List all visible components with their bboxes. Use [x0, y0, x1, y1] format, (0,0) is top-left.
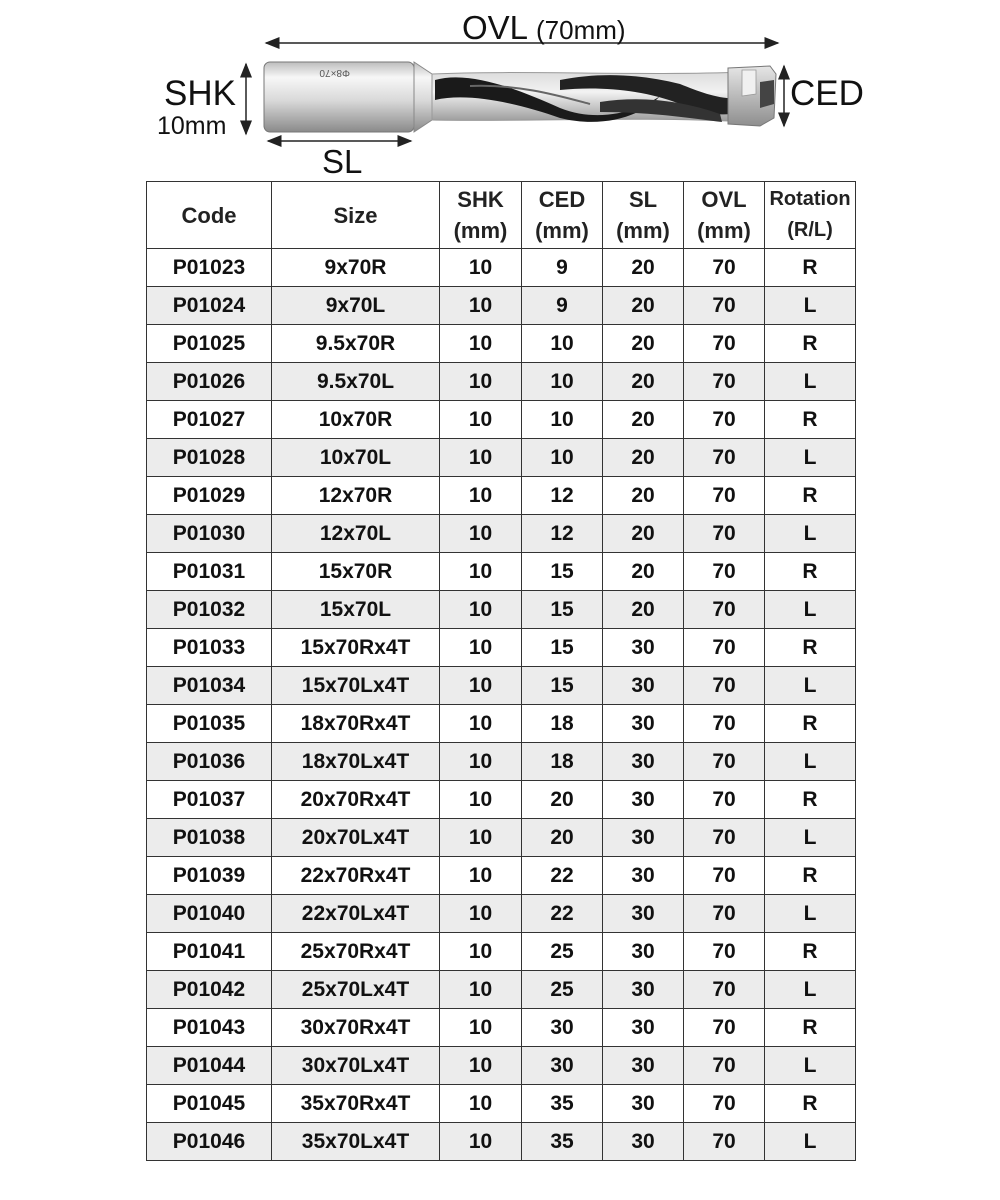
cell-ced: 20 [522, 819, 603, 857]
cell-ovl: 70 [684, 249, 765, 287]
drill-bit-diagram [0, 0, 1000, 180]
cell-sl: 30 [603, 705, 684, 743]
cell-sl: 30 [603, 857, 684, 895]
cell-shk: 10 [440, 629, 522, 667]
cell-rotation: L [765, 743, 856, 781]
header-ovl: OVL (mm) [684, 182, 765, 249]
cell-ced: 22 [522, 895, 603, 933]
cell-shk: 10 [440, 971, 522, 1009]
cell-rotation: L [765, 819, 856, 857]
cell-rotation: L [765, 667, 856, 705]
cell-ced: 30 [522, 1009, 603, 1047]
cell-code: P01036 [147, 743, 272, 781]
cell-sl: 20 [603, 439, 684, 477]
cell-code: P01040 [147, 895, 272, 933]
cell-shk: 10 [440, 857, 522, 895]
cell-code: P01033 [147, 629, 272, 667]
shk-label: SHK [164, 74, 236, 113]
cell-size: 10x70R [272, 401, 440, 439]
table-row [147, 591, 856, 629]
cell-size: 10x70L [272, 439, 440, 477]
table-row [147, 667, 856, 705]
table-header-row [147, 182, 856, 249]
cell-code: P01034 [147, 667, 272, 705]
cell-ovl: 70 [684, 1085, 765, 1123]
cell-size: 30x70Lx4T [272, 1047, 440, 1085]
ovl-value-text: (70mm) [535, 15, 626, 45]
cell-size: 18x70Rx4T [272, 705, 440, 743]
cell-ovl: 70 [684, 325, 765, 363]
cell-code: P01032 [147, 591, 272, 629]
cell-shk: 10 [440, 667, 522, 705]
ovl-label [462, 8, 626, 50]
cell-ced: 12 [522, 477, 603, 515]
cell-rotation: R [765, 781, 856, 819]
cell-shk: 10 [440, 401, 522, 439]
cell-code: P01031 [147, 553, 272, 591]
cell-code: P01029 [147, 477, 272, 515]
header-ced: CED (mm) [522, 182, 603, 249]
cell-size: 35x70Lx4T [272, 1123, 440, 1161]
shank-engraving: Φ8×70 [319, 67, 350, 78]
cell-rotation: L [765, 591, 856, 629]
table-row [147, 1009, 856, 1047]
cell-sl: 30 [603, 629, 684, 667]
cell-size: 12x70R [272, 477, 440, 515]
cell-shk: 10 [440, 553, 522, 591]
cell-size: 30x70Rx4T [272, 1009, 440, 1047]
cell-sl: 20 [603, 325, 684, 363]
table-row [147, 819, 856, 857]
cell-rotation: R [765, 705, 856, 743]
table-row [147, 857, 856, 895]
header-size: Size [272, 182, 440, 249]
cell-ced: 10 [522, 401, 603, 439]
shk-value: 10mm [157, 112, 227, 140]
cell-ovl: 70 [684, 287, 765, 325]
table-row [147, 895, 856, 933]
cell-ovl: 70 [684, 591, 765, 629]
cell-ced: 20 [522, 781, 603, 819]
table-row [147, 781, 856, 819]
table-row [147, 363, 856, 401]
cell-rotation: R [765, 477, 856, 515]
cell-size: 9.5x70R [272, 325, 440, 363]
cell-ced: 10 [522, 325, 603, 363]
cell-sl: 30 [603, 895, 684, 933]
cell-shk: 10 [440, 249, 522, 287]
cell-sl: 20 [603, 515, 684, 553]
cell-code: P01030 [147, 515, 272, 553]
cell-sl: 30 [603, 1085, 684, 1123]
cell-size: 25x70Rx4T [272, 933, 440, 971]
table-row [147, 553, 856, 591]
spec-table [146, 181, 856, 1161]
cell-sl: 20 [603, 591, 684, 629]
cell-ced: 35 [522, 1085, 603, 1123]
cell-size: 12x70L [272, 515, 440, 553]
cell-size: 22x70Lx4T [272, 895, 440, 933]
cell-ced: 12 [522, 515, 603, 553]
cell-size: 15x70L [272, 591, 440, 629]
header-rotation: Rotation (R/L) [765, 182, 856, 249]
cell-ced: 22 [522, 857, 603, 895]
cell-code: P01028 [147, 439, 272, 477]
table-row [147, 325, 856, 363]
cell-sl: 30 [603, 819, 684, 857]
cell-rotation: R [765, 857, 856, 895]
cell-shk: 10 [440, 1123, 522, 1161]
cell-shk: 10 [440, 287, 522, 325]
cell-sl: 20 [603, 249, 684, 287]
cell-rotation: L [765, 287, 856, 325]
cell-code: P01038 [147, 819, 272, 857]
header-shk: SHK (mm) [440, 182, 522, 249]
table-row [147, 1047, 856, 1085]
cell-code: P01045 [147, 1085, 272, 1123]
table-row [147, 971, 856, 1009]
cell-ced: 15 [522, 591, 603, 629]
table-row [147, 515, 856, 553]
cell-sl: 30 [603, 1123, 684, 1161]
cell-ovl: 70 [684, 439, 765, 477]
cell-rotation: L [765, 363, 856, 401]
cell-ovl: 70 [684, 363, 765, 401]
cell-rotation: R [765, 629, 856, 667]
table-row [147, 1085, 856, 1123]
cell-rotation: L [765, 895, 856, 933]
ced-label: CED [790, 74, 864, 113]
cell-ovl: 70 [684, 667, 765, 705]
table-row [147, 401, 856, 439]
table-row [147, 249, 856, 287]
header-code: Code [147, 182, 272, 249]
cell-sl: 30 [603, 1047, 684, 1085]
cell-code: P01025 [147, 325, 272, 363]
cell-size: 9x70L [272, 287, 440, 325]
cell-rotation: R [765, 1085, 856, 1123]
cell-ovl: 70 [684, 743, 765, 781]
cell-code: P01039 [147, 857, 272, 895]
cell-code: P01035 [147, 705, 272, 743]
cell-code: P01037 [147, 781, 272, 819]
cell-shk: 10 [440, 1009, 522, 1047]
table-row [147, 1123, 856, 1161]
cell-ced: 18 [522, 705, 603, 743]
cell-ced: 18 [522, 743, 603, 781]
cell-ced: 9 [522, 287, 603, 325]
sl-label: SL [322, 143, 363, 180]
cell-ovl: 70 [684, 705, 765, 743]
cell-rotation: L [765, 515, 856, 553]
cell-size: 15x70R [272, 553, 440, 591]
cell-ovl: 70 [684, 401, 765, 439]
cell-size: 9x70R [272, 249, 440, 287]
cell-sl: 20 [603, 401, 684, 439]
cell-size: 15x70Rx4T [272, 629, 440, 667]
drill-tip [728, 66, 776, 126]
cell-ovl: 70 [684, 781, 765, 819]
cell-shk: 10 [440, 895, 522, 933]
cell-ced: 10 [522, 439, 603, 477]
cell-size: 9.5x70L [272, 363, 440, 401]
cell-ced: 9 [522, 249, 603, 287]
cell-size: 22x70Rx4T [272, 857, 440, 895]
cell-ovl: 70 [684, 553, 765, 591]
cell-shk: 10 [440, 439, 522, 477]
cell-ovl: 70 [684, 515, 765, 553]
cell-code: P01026 [147, 363, 272, 401]
cell-rotation: R [765, 325, 856, 363]
cell-ovl: 70 [684, 1123, 765, 1161]
cell-size: 25x70Lx4T [272, 971, 440, 1009]
cell-shk: 10 [440, 819, 522, 857]
drill-shank [264, 62, 432, 132]
cell-ovl: 70 [684, 933, 765, 971]
cell-shk: 10 [440, 933, 522, 971]
cell-sl: 20 [603, 553, 684, 591]
cell-code: P01043 [147, 1009, 272, 1047]
cell-shk: 10 [440, 477, 522, 515]
cell-ovl: 70 [684, 819, 765, 857]
cell-code: P01023 [147, 249, 272, 287]
cell-code: P01041 [147, 933, 272, 971]
cell-ovl: 70 [684, 857, 765, 895]
cell-ced: 25 [522, 971, 603, 1009]
table-row [147, 705, 856, 743]
cell-shk: 10 [440, 325, 522, 363]
cell-rotation: L [765, 971, 856, 1009]
cell-ovl: 70 [684, 1009, 765, 1047]
cell-size: 20x70Rx4T [272, 781, 440, 819]
ovl-label-text: OVL [462, 9, 527, 46]
cell-ced: 30 [522, 1047, 603, 1085]
cell-sl: 20 [603, 363, 684, 401]
cell-code: P01024 [147, 287, 272, 325]
table-row [147, 439, 856, 477]
cell-rotation: R [765, 249, 856, 287]
cell-sl: 20 [603, 477, 684, 515]
cell-code: P01042 [147, 971, 272, 1009]
cell-rotation: R [765, 1009, 856, 1047]
cell-shk: 10 [440, 515, 522, 553]
cell-sl: 30 [603, 1009, 684, 1047]
cell-shk: 10 [440, 1085, 522, 1123]
cell-sl: 30 [603, 933, 684, 971]
cell-shk: 10 [440, 781, 522, 819]
cell-rotation: R [765, 553, 856, 591]
table-row [147, 287, 856, 325]
cell-sl: 30 [603, 667, 684, 705]
drill-flutes [432, 72, 748, 122]
cell-sl: 30 [603, 743, 684, 781]
cell-ovl: 70 [684, 971, 765, 1009]
cell-size: 20x70Lx4T [272, 819, 440, 857]
cell-ovl: 70 [684, 1047, 765, 1085]
cell-code: P01046 [147, 1123, 272, 1161]
cell-rotation: L [765, 1123, 856, 1161]
cell-shk: 10 [440, 363, 522, 401]
cell-ced: 15 [522, 629, 603, 667]
cell-ced: 15 [522, 667, 603, 705]
table-body [147, 249, 856, 1161]
cell-shk: 10 [440, 1047, 522, 1085]
cell-rotation: L [765, 1047, 856, 1085]
cell-ovl: 70 [684, 895, 765, 933]
cell-ovl: 70 [684, 477, 765, 515]
cell-ced: 35 [522, 1123, 603, 1161]
cell-sl: 30 [603, 971, 684, 1009]
table-row [147, 629, 856, 667]
cell-shk: 10 [440, 591, 522, 629]
cell-ced: 15 [522, 553, 603, 591]
cell-rotation: R [765, 933, 856, 971]
cell-code: P01044 [147, 1047, 272, 1085]
cell-shk: 10 [440, 705, 522, 743]
cell-size: 15x70Lx4T [272, 667, 440, 705]
header-sl: SL (mm) [603, 182, 684, 249]
cell-ced: 25 [522, 933, 603, 971]
cell-size: 35x70Rx4T [272, 1085, 440, 1123]
cell-ovl: 70 [684, 629, 765, 667]
table-row [147, 743, 856, 781]
cell-ced: 10 [522, 363, 603, 401]
cell-code: P01027 [147, 401, 272, 439]
cell-sl: 30 [603, 781, 684, 819]
cell-shk: 10 [440, 743, 522, 781]
table-row [147, 933, 856, 971]
cell-size: 18x70Lx4T [272, 743, 440, 781]
cell-rotation: L [765, 439, 856, 477]
table-row [147, 477, 856, 515]
cell-rotation: R [765, 401, 856, 439]
cell-sl: 20 [603, 287, 684, 325]
